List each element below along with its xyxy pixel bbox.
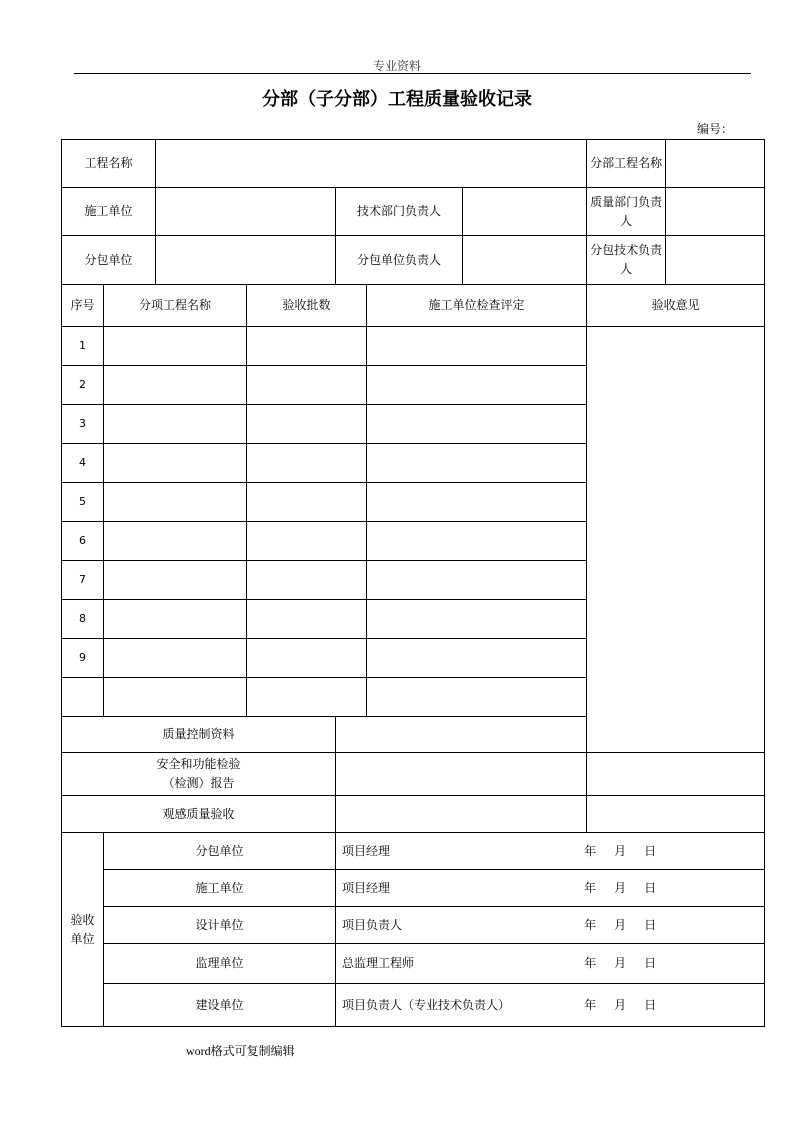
acceptance-role: 项目负责人（专业技术负责人） [342, 997, 511, 1012]
subcontract-unit-label: 分包单位 [62, 236, 156, 285]
subcontract-unit-head-label: 分包单位负责人 [336, 236, 463, 285]
quality-dept-head-value[interactable] [666, 188, 765, 236]
date-year: 年 [584, 917, 597, 932]
item-seq: 1 [62, 327, 104, 366]
safety-report-label-line1: 安全和功能检验 [156, 757, 241, 772]
acceptance-row [62, 833, 765, 870]
project-name-label: 工程名称 [62, 140, 156, 188]
item-batch-cell[interactable] [247, 444, 367, 483]
construction-unit-value[interactable] [156, 188, 336, 236]
col-header-seq: 序号 [62, 285, 104, 327]
acceptance-role: 项目经理 [342, 843, 391, 858]
col-header-item-name: 分项工程名称 [104, 285, 247, 327]
item-batch-cell[interactable] [247, 522, 367, 561]
acceptance-role: 总监理工程师 [342, 956, 415, 971]
item-seq: 3 [62, 405, 104, 444]
item-check-cell[interactable] [367, 405, 587, 444]
date-year: 年 [584, 880, 597, 895]
item-batch-cell[interactable] [247, 678, 367, 717]
project-name-value[interactable] [156, 140, 587, 188]
col-header-batch-count: 验收批数 [247, 285, 367, 327]
item-check-cell[interactable] [367, 483, 587, 522]
acceptance-date [566, 842, 764, 861]
appearance-value[interactable] [336, 796, 587, 833]
item-name-cell[interactable] [104, 366, 247, 405]
date-month: 月 [614, 843, 627, 858]
footer-note: word格式可复制编辑 [186, 1044, 295, 1058]
appearance-opinion[interactable] [587, 796, 765, 833]
safety-report-opinion[interactable] [587, 753, 765, 796]
item-seq: 4 [62, 444, 104, 483]
item-seq: 2 [62, 366, 104, 405]
column-header-row [62, 285, 765, 327]
item-batch-cell[interactable] [247, 366, 367, 405]
item-seq: 8 [62, 600, 104, 639]
acceptance-record-table [61, 139, 765, 1027]
acceptance-date [566, 954, 764, 973]
item-check-cell[interactable] [367, 678, 587, 717]
tech-dept-head-label: 技术部门负责人 [336, 188, 463, 236]
item-name-cell[interactable] [104, 561, 247, 600]
quality-dept-head-label: 质量部门负责人 [587, 188, 666, 236]
construction-unit-label: 施工单位 [62, 188, 156, 236]
info-row-project [62, 140, 765, 188]
appearance-label: 观感质量验收 [62, 796, 336, 833]
date-day: 日 [644, 880, 657, 895]
subdivision-name-label: 分部工程名称 [587, 140, 666, 188]
col-header-opinion: 验收意见 [587, 285, 765, 327]
subcontract-unit-value[interactable] [156, 236, 336, 285]
acceptance-unit-name: 分包单位 [104, 833, 336, 870]
info-row-subcontract [62, 236, 765, 285]
acceptance-signoff-cell[interactable] [336, 984, 765, 1027]
date-month: 月 [614, 880, 627, 895]
date-day: 日 [644, 917, 657, 932]
date-day: 日 [644, 997, 657, 1012]
item-seq: 5 [62, 483, 104, 522]
item-name-cell[interactable] [104, 405, 247, 444]
acceptance-role: 项目经理 [342, 880, 391, 895]
item-batch-cell[interactable] [247, 483, 367, 522]
acceptance-signoff-cell[interactable] [336, 833, 765, 870]
date-day: 日 [644, 843, 657, 858]
item-name-cell[interactable] [104, 678, 247, 717]
item-check-cell[interactable] [367, 366, 587, 405]
acceptance-date [566, 879, 764, 898]
item-row [62, 327, 765, 366]
item-batch-cell[interactable] [247, 405, 367, 444]
item-batch-cell[interactable] [247, 639, 367, 678]
acceptance-unit-name: 设计单位 [104, 907, 336, 944]
subcontract-tech-head-label: 分包技术负责人 [587, 236, 666, 285]
acceptance-units-label-line1: 验收 [70, 912, 95, 927]
item-seq: 6 [62, 522, 104, 561]
acceptance-row [62, 907, 765, 944]
item-name-cell[interactable] [104, 483, 247, 522]
appearance-row [62, 796, 765, 833]
tech-dept-head-value[interactable] [463, 188, 587, 236]
safety-report-row [62, 753, 765, 796]
safety-report-label-line2: （检测）报告 [162, 776, 235, 790]
item-seq: 9 [62, 639, 104, 678]
acceptance-row [62, 870, 765, 907]
acceptance-role: 项目负责人 [342, 917, 403, 932]
item-batch-cell[interactable] [247, 327, 367, 366]
date-day: 日 [644, 956, 657, 971]
date-year: 年 [584, 956, 597, 971]
header-label: 专业资料 [372, 59, 421, 73]
subdivision-name-value[interactable] [666, 140, 765, 188]
item-name-cell[interactable] [104, 522, 247, 561]
info-row-construction [62, 188, 765, 236]
item-check-cell[interactable] [367, 639, 587, 678]
safety-report-label [62, 753, 336, 796]
acceptance-signoff-cell[interactable] [336, 944, 765, 984]
item-name-cell[interactable] [104, 327, 247, 366]
item-batch-cell[interactable] [247, 600, 367, 639]
date-month: 月 [614, 997, 627, 1012]
acceptance-unit-name: 建设单位 [104, 984, 336, 1027]
acceptance-date [566, 916, 764, 935]
acceptance-unit-name: 施工单位 [104, 870, 336, 907]
subcontract-tech-head-value[interactable] [666, 236, 765, 285]
date-year: 年 [584, 997, 597, 1012]
date-year: 年 [584, 843, 597, 858]
header-rule [74, 73, 751, 74]
item-name-cell[interactable] [104, 600, 247, 639]
acceptance-unit-name: 监理单位 [104, 944, 336, 984]
subcontract-unit-head-value[interactable] [463, 236, 587, 285]
opinion-cell[interactable] [587, 327, 765, 753]
quality-docs-value[interactable] [336, 717, 587, 753]
acceptance-units-label [62, 833, 104, 1027]
document-title: 分部（子分部）工程质量验收记录 [262, 89, 532, 110]
item-batch-cell[interactable] [247, 561, 367, 600]
item-seq: 7 [62, 561, 104, 600]
col-header-self-check: 施工单位检查评定 [367, 285, 587, 327]
item-name-cell[interactable] [104, 639, 247, 678]
document-number-label: 编号： [697, 122, 734, 136]
acceptance-units-label-line2: 单位 [70, 931, 95, 946]
safety-report-value[interactable] [336, 753, 587, 796]
item-check-cell[interactable] [367, 522, 587, 561]
item-seq [62, 678, 104, 717]
acceptance-date [566, 996, 764, 1015]
acceptance-row [62, 984, 765, 1027]
item-check-cell[interactable] [367, 444, 587, 483]
date-month: 月 [614, 917, 627, 932]
date-month: 月 [614, 956, 627, 971]
item-check-cell[interactable] [367, 561, 587, 600]
acceptance-row [62, 944, 765, 984]
quality-docs-label: 质量控制资料 [62, 717, 336, 753]
acceptance-signoff-cell[interactable] [336, 907, 765, 944]
item-name-cell[interactable] [104, 444, 247, 483]
acceptance-signoff-cell[interactable] [336, 870, 765, 907]
item-check-cell[interactable] [367, 327, 587, 366]
item-check-cell[interactable] [367, 600, 587, 639]
